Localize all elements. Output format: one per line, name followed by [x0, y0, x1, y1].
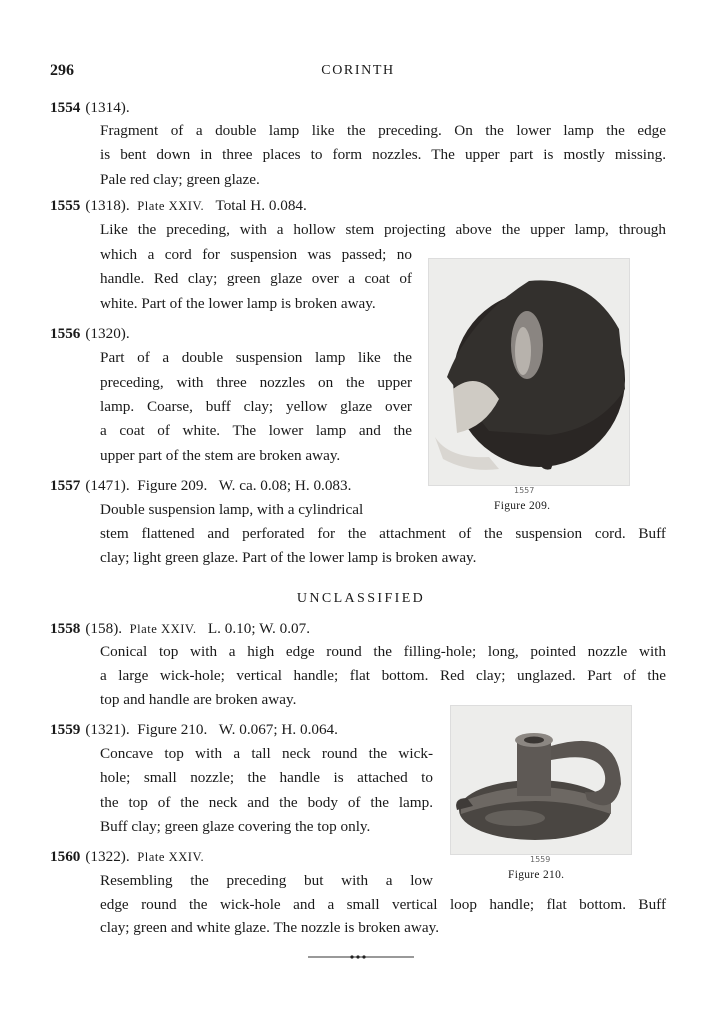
- end-ornament: [308, 954, 414, 960]
- figure-209-plate-number: 1557: [514, 486, 535, 495]
- inventory-ref: (1314).: [85, 99, 130, 116]
- entry-1557-line-1: Double suspension lamp, with a cylindrical: [100, 501, 364, 518]
- entry-1556-line-2: preceding, with three nozzles on the upper: [100, 374, 412, 391]
- entry-1559-line-2: hole; small nozzle; the handle is attached to: [100, 769, 433, 786]
- entry-1557-heading: [50, 476, 351, 496]
- entry-1556-line-4: a coat of white. The lower lamp and the: [100, 422, 412, 439]
- double-lamp-illustration: [429, 259, 629, 485]
- inventory-ref: (1322).: [85, 848, 130, 865]
- entry-1560-line-1: Resembling the preceding but with a low: [100, 872, 433, 889]
- plate-ref: Plate XXIV.: [129, 622, 197, 636]
- entry-1559-line-4: Buff clay; green glaze covering the top only.: [100, 818, 371, 835]
- figure-209-photo: [428, 258, 630, 486]
- entry-1556-line-3: lamp. Coarse, buff clay; yellow glaze over: [100, 398, 412, 415]
- entry-1559-line-3: the top of the neck and the body of the lamp.: [100, 794, 433, 811]
- dimensions: W. ca. 0.08; H. 0.083.: [218, 477, 352, 494]
- page-header: [50, 62, 666, 84]
- entry-1555-line-1: Like the preceding, with a hollow stem projecting above the upper lamp, through: [100, 221, 666, 238]
- entry-number: 1555: [50, 197, 81, 214]
- inventory-ref: (1321).: [85, 721, 130, 738]
- entry-number: 1556: [50, 325, 81, 342]
- entry-1558-heading: [50, 619, 310, 639]
- entry-1554-line-2: is bent down in three places to form nozzles. The upper part is mostly missing.: [100, 146, 666, 163]
- entry-1556-heading: [50, 324, 130, 344]
- entry-1560-heading: [50, 847, 204, 867]
- dimensions: W. 0.067; H. 0.064.: [218, 721, 338, 738]
- entry-1554-line-3: Pale red clay; green glaze.: [100, 171, 260, 188]
- entry-number: 1560: [50, 848, 81, 865]
- figure-209-caption: Figure 209.: [494, 500, 551, 512]
- entry-1555-line-4: white. Part of the lower lamp is broken away.: [100, 295, 376, 312]
- entry-1558-line-3: top and handle are broken away.: [100, 691, 297, 708]
- running-head: CORINTH: [321, 63, 395, 78]
- entry-1559-heading: [50, 720, 338, 740]
- entry-number: 1559: [50, 721, 81, 738]
- inventory-ref: (1471).: [85, 477, 130, 494]
- entry-1555-line-3: handle. Red clay; green glaze over a coat of: [100, 270, 412, 287]
- inventory-ref: (158).: [85, 620, 123, 637]
- lamp-illustration: [451, 706, 631, 854]
- figure-ref: Figure 210.: [137, 721, 208, 738]
- entry-1558-line-2: a large wick-hole; vertical handle; flat bottom. Red clay; unglazed. Part of the: [100, 667, 666, 684]
- figure-210-caption: Figure 210.: [508, 869, 565, 881]
- dimensions: L. 0.10; W. 0.07.: [207, 620, 311, 637]
- entry-1554-line-1: Fragment of a double lamp like the preceding. On the lower lamp the edge: [100, 122, 666, 139]
- entry-1555-heading: [50, 196, 307, 216]
- entry-number: 1558: [50, 620, 81, 637]
- entry-1556-line-5: upper part of the stem are broken away.: [100, 447, 341, 464]
- plate-ref: Plate XXIV.: [137, 199, 205, 213]
- entry-number: 1554: [50, 99, 81, 116]
- entry-1555-line-2: which a cord for suspension was passed; no: [100, 246, 412, 263]
- entry-1554-heading: [50, 98, 130, 118]
- section-heading-unclassified: UNCLASSIFIED: [296, 591, 426, 606]
- figure-ref: Figure 209.: [137, 477, 208, 494]
- figure-210-photo: [450, 705, 632, 855]
- entry-1558-line-1: Conical top with a high edge round the filling-hole; long, pointed nozzle with: [100, 643, 666, 660]
- entry-1560-line-2: edge round the wick-hole and a small vertical loop handle; flat bottom. Buff: [100, 896, 666, 913]
- inventory-ref: (1318).: [85, 197, 130, 214]
- page-number: 296: [50, 62, 74, 79]
- entry-1557-line-3: clay; light green glaze. Part of the lower lamp is broken away.: [100, 549, 477, 566]
- entry-1559-line-1: Concave top with a tall neck round the wick-: [100, 745, 433, 762]
- dimensions: Total H. 0.084.: [215, 197, 307, 214]
- entry-1557-line-2: stem flattened and perforated for the attachment of the suspension cord. Buff: [100, 525, 666, 542]
- entry-1560-line-3: clay; green and white glaze. The nozzle is broken away.: [100, 919, 440, 936]
- entry-number: 1557: [50, 477, 81, 494]
- plate-ref: Plate XXIV.: [137, 850, 205, 864]
- entry-1556-line-1: Part of a double suspension lamp like the: [100, 349, 412, 366]
- inventory-ref: (1320).: [85, 325, 130, 342]
- figure-210-plate-number: 1559: [530, 855, 551, 864]
